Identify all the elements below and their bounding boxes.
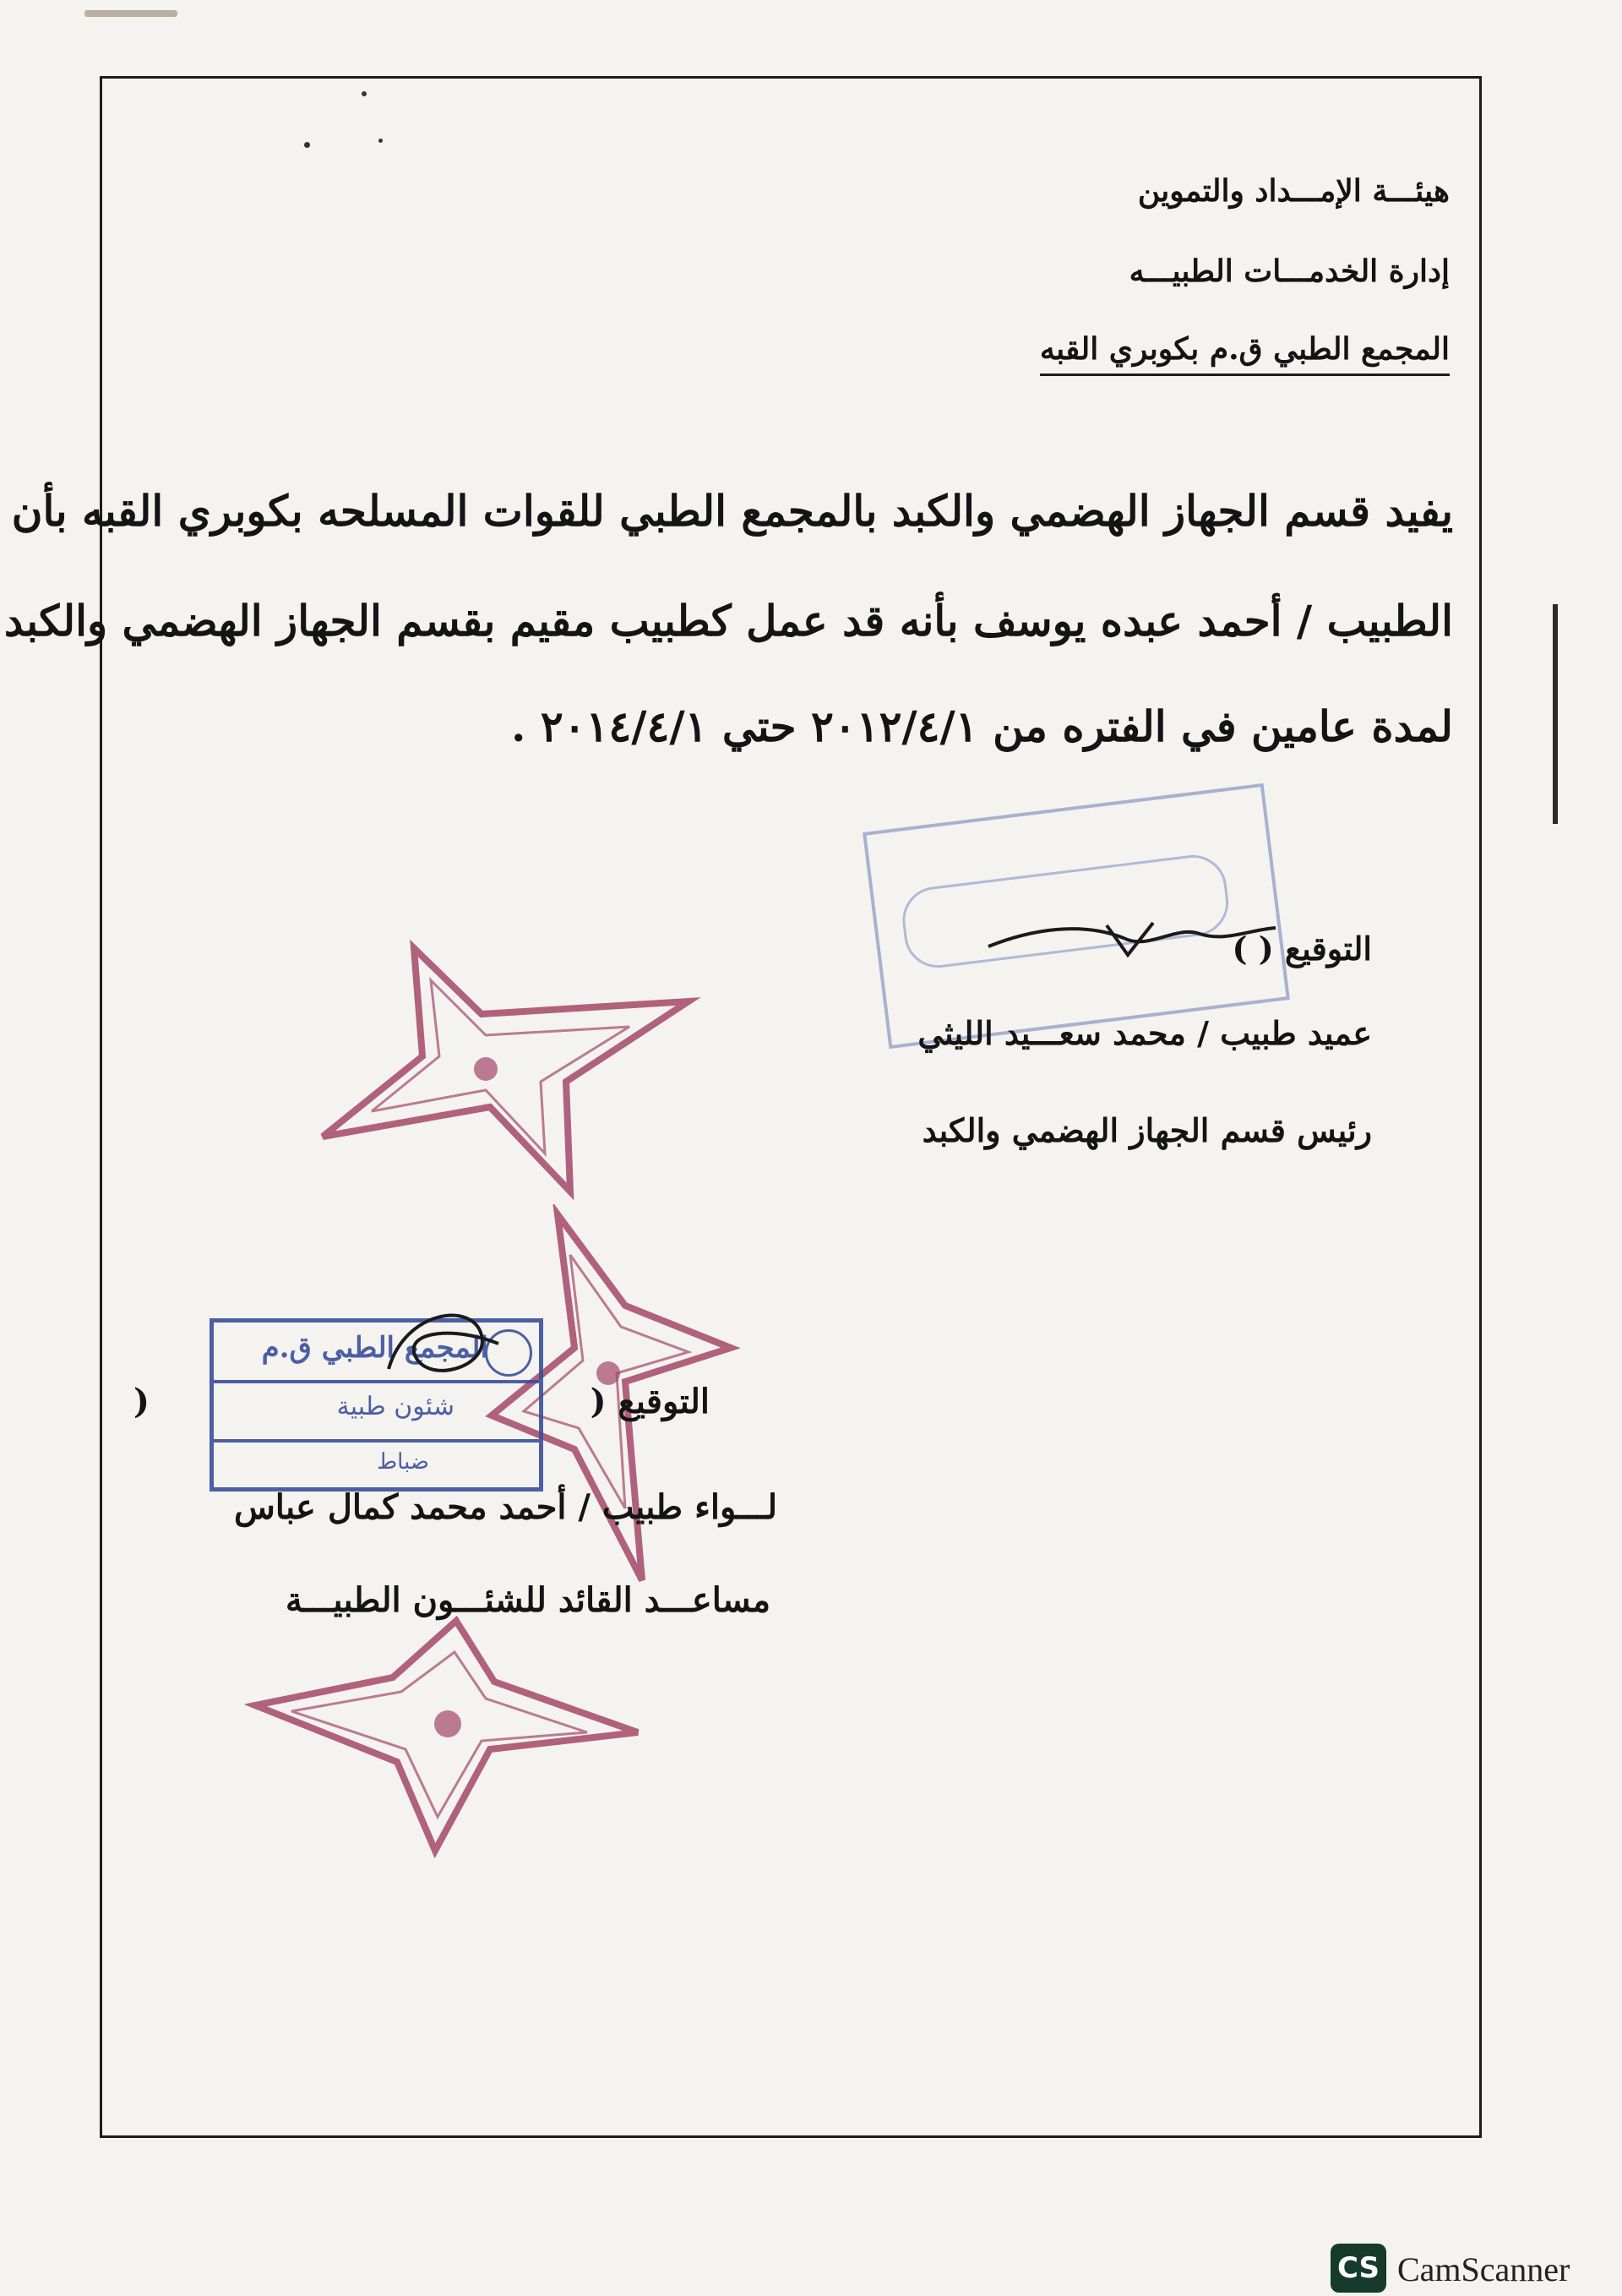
camscanner-logo-icon: CS	[1331, 2244, 1386, 2293]
speck	[362, 91, 367, 96]
signature-2-close: )	[133, 1382, 150, 1421]
signature-2-line: التوقيع (	[590, 1382, 710, 1421]
handwritten-signature	[372, 1293, 515, 1411]
speck	[378, 139, 383, 143]
stamp-line-1: المجمع الطبي ق.م	[261, 1331, 488, 1365]
header-complex: المجمع الطبي ق.م بكوبري القبه	[1040, 331, 1450, 376]
body-line-1: يفيد قسم الجهاز الهضمي والكبد بالمجمع الطبي للقوات المسلحه بكوبري القبه بأن	[11, 486, 1453, 536]
camscanner-watermark: CamScanner	[1397, 2250, 1570, 2288]
body-line-2: الطبيب / أحمد عبده يوسف بأنه قد عمل كطبيب مقيم بقسم الجهاز الهضمي والكبد	[3, 596, 1453, 646]
signature-2-title: مساعـــد القائد للشئـــون الطبيـــة	[285, 1580, 770, 1620]
star-seal-stamp	[245, 1614, 650, 1859]
header-authority: هيئـــة الإمـــداد والتموين	[1137, 173, 1450, 209]
signature-1-name: عميد طبيب / محمد سعـــيد الليثي	[917, 1014, 1372, 1052]
signature-1-title: رئيس قسم الجهاز الهضمي والكبد	[922, 1111, 1372, 1149]
star-seal-stamp	[313, 938, 701, 1208]
body-line-3: لمدة عامين في الفتره من ٢٠١٢/٤/١ حتي ٢٠١٤/٤/١ .	[511, 701, 1453, 751]
stamp-line-2: شئون طبية	[336, 1392, 454, 1421]
signature-2-name: لـــواء طبيب / أحمد محمد كمال عباس	[233, 1487, 777, 1527]
signature-1-line: التوقيع ( )	[1232, 930, 1372, 968]
top-edge-mark	[84, 10, 177, 17]
stamp-line-3: ضباط	[377, 1449, 429, 1475]
speck	[304, 142, 310, 148]
header-department: إدارة الخدمـــات الطبيـــه	[1129, 254, 1450, 289]
scan-edge-mark	[1553, 604, 1558, 824]
